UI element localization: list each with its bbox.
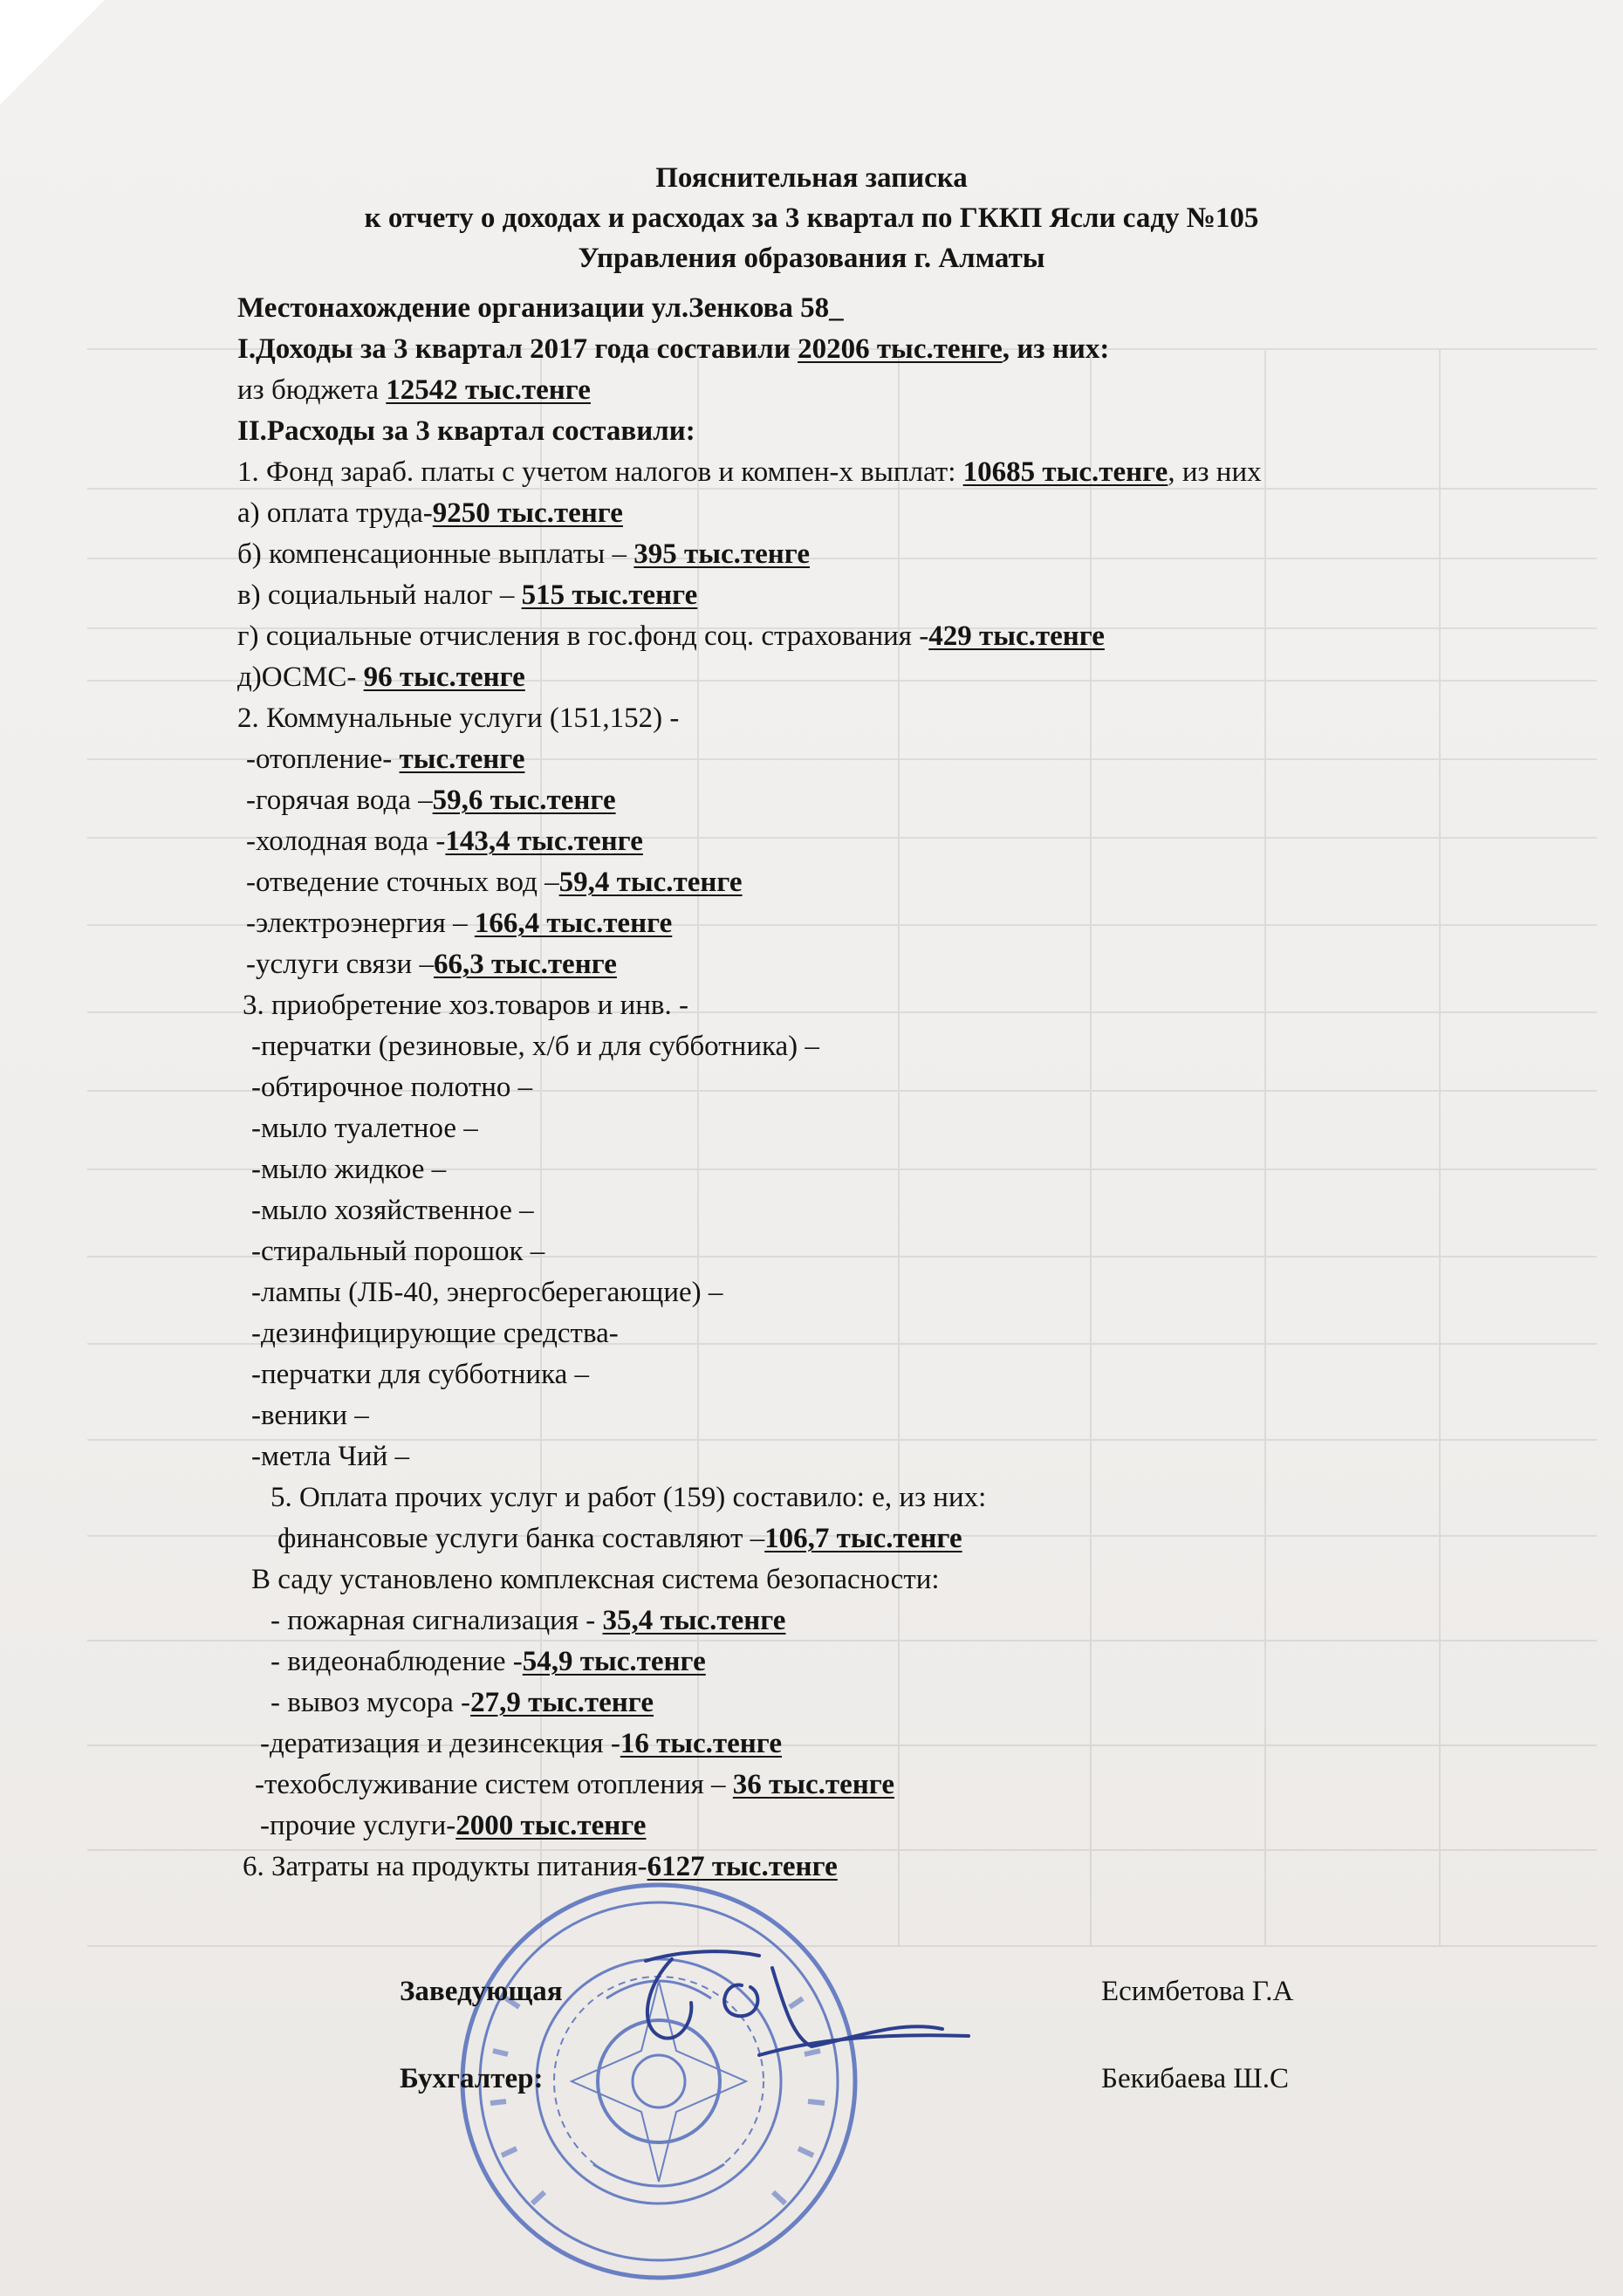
supply-item: -перчатки для субботника – xyxy=(251,1359,590,1390)
supply-item: -перчатки (резиновые, х/б и для субботника) – xyxy=(251,1031,819,1062)
utility-item-label: -отведение сточных вод – xyxy=(246,867,559,898)
payroll-total: 10685 тыс.тенге xyxy=(962,456,1168,488)
utility-item-label: -горячая вода – xyxy=(246,785,433,816)
accountant-name: Бекибаева Ш.С xyxy=(1101,2063,1289,2094)
utility-item xyxy=(246,742,524,777)
income-label: I.Доходы за 3 квартал 2017 года составили xyxy=(237,333,798,365)
payroll-item xyxy=(237,619,1105,654)
utility-item xyxy=(246,865,743,900)
payroll-item-label: в) социальный налог – xyxy=(237,579,522,611)
payroll-item xyxy=(237,578,697,613)
supply-item: -веники – xyxy=(251,1400,369,1431)
document-title: Пояснительная записка xyxy=(655,162,968,194)
service-item-label: - видеонаблюдение - xyxy=(270,1646,523,1677)
payroll-item-label: б) компенсационные выплаты – xyxy=(237,538,634,570)
payroll-item-value: 96 тыс.тенге xyxy=(363,661,525,693)
budget-line xyxy=(237,373,591,408)
utility-item-value: 66,3 тыс.тенге xyxy=(433,949,617,980)
utility-item-value: 59,6 тыс.тенге xyxy=(432,785,616,816)
bank-services-value: 106,7 тыс.тенге xyxy=(764,1523,962,1554)
supplies-title: 3. приобретение хоз.товаров и инв. - xyxy=(243,990,688,1021)
service-item-value: 35,4 тыс.тенге xyxy=(602,1605,786,1636)
supply-item: -обтирочное полотно – xyxy=(251,1072,533,1103)
payroll-item xyxy=(237,660,525,695)
accountant-title: Бухгалтер: xyxy=(400,2063,544,2094)
supply-item: -мыло хозяйственное – xyxy=(251,1195,534,1226)
service-item-value: 36 тыс.тенге xyxy=(732,1769,894,1800)
utility-item xyxy=(246,906,672,941)
supply-item: -метла Чий – xyxy=(251,1441,410,1472)
supply-item: -мыло туалетное – xyxy=(251,1113,478,1144)
food-line xyxy=(243,1849,838,1884)
utility-item-label: -холодная вода - xyxy=(246,826,446,857)
income-total: 20206 тыс.тенге xyxy=(798,333,1003,365)
payroll-item-value: 9250 тыс.тенге xyxy=(432,497,623,529)
head-title: Заведующая xyxy=(400,1976,563,2007)
services-title: 5. Оплата прочих услуг и работ (159) составило: е, из них: xyxy=(270,1482,987,1513)
organization-name: Управления образования г. Алматы xyxy=(578,243,1045,274)
budget-value: 12542 тыс.тенге xyxy=(386,374,591,406)
income-suffix: , из них: xyxy=(1002,333,1110,365)
payroll-line xyxy=(237,455,1262,490)
service-item-label: -техобслуживание систем отопления – xyxy=(255,1769,733,1800)
utility-item-label: -отопление- xyxy=(246,744,400,775)
payroll-item-label: г) социальные отчисления в гос.фонд соц. страхования - xyxy=(237,620,929,652)
payroll-item-value: 395 тыс.тенге xyxy=(633,538,810,570)
service-item-label: - пожарная сигнализация - xyxy=(270,1605,603,1636)
utility-item xyxy=(246,783,616,818)
service-item-label: -прочие услуги- xyxy=(260,1810,456,1841)
utility-item-value: 59,4 тыс.тенге xyxy=(558,867,743,898)
food-label: 6. Затраты на продукты питания- xyxy=(243,1851,647,1882)
utilities-title: 2. Коммунальные услуги (151,152) - xyxy=(237,703,680,734)
utility-item-value: 143,4 тыс.тенге xyxy=(445,826,643,857)
service-item xyxy=(270,1603,785,1638)
payroll-item-value: 515 тыс.тенге xyxy=(521,579,698,611)
bank-services-label: финансовые услуги банка составляют – xyxy=(277,1523,765,1554)
supply-item: -дезинфицирующие средства- xyxy=(251,1318,619,1349)
service-item xyxy=(270,1685,654,1720)
supply-item: -стиральный порошок – xyxy=(251,1236,545,1267)
supply-item: -лампы (ЛБ-40, энергосберегающие) – xyxy=(251,1277,723,1308)
budget-label: из бюджета xyxy=(237,374,387,406)
payroll-suffix: , из них xyxy=(1168,456,1262,488)
service-item-value: 2000 тыс.тенге xyxy=(455,1810,647,1841)
handwritten-signature xyxy=(611,1933,977,2073)
security-intro: В саду установлено комплексная система безопасности: xyxy=(251,1564,940,1595)
utility-item xyxy=(246,947,617,982)
service-item xyxy=(260,1726,782,1761)
document-subtitle: к отчету о доходах и расходах за 3 квартал по ГККП Ясли саду №105 xyxy=(364,202,1259,234)
supply-item: -мыло жидкое – xyxy=(251,1154,447,1185)
expenses-title: II.Расходы за 3 квартал составили: xyxy=(237,415,695,447)
payroll-item-label: а) оплата труда- xyxy=(237,497,433,529)
service-item-label: - вывоз мусора - xyxy=(270,1687,471,1718)
service-item-value: 27,9 тыс.тенге xyxy=(470,1687,654,1718)
service-item xyxy=(255,1767,894,1802)
service-item xyxy=(260,1808,646,1843)
payroll-item-label: д)ОСМС- xyxy=(237,661,364,693)
utility-item xyxy=(246,824,643,859)
bank-services-line xyxy=(277,1521,962,1556)
payroll-item xyxy=(237,496,623,531)
location-line: Местонахождение организации ул.Зенкова 58_ xyxy=(237,292,844,324)
service-item-value: 16 тыс.тенге xyxy=(620,1728,783,1759)
utility-item-value: 166,4 тыс.тенге xyxy=(474,908,673,939)
payroll-item-value: 429 тыс.тенге xyxy=(928,620,1105,652)
income-line xyxy=(237,332,1109,367)
utility-item-value: тыс.тенге xyxy=(399,744,525,775)
payroll-item xyxy=(237,537,810,572)
payroll-label: 1. Фонд зараб. платы с учетом налогов и компен-х выплат: xyxy=(237,456,963,488)
service-item-label: -дератизация и дезинсекция - xyxy=(260,1728,620,1759)
utility-item-label: -электроэнергия – xyxy=(246,908,475,939)
food-value: 6127 тыс.тенге xyxy=(647,1851,838,1882)
utility-item-label: -услуги связи – xyxy=(246,949,434,980)
service-item xyxy=(270,1644,706,1679)
head-name: Есимбетова Г.А xyxy=(1101,1976,1294,2007)
service-item-value: 54,9 тыс.тенге xyxy=(522,1646,706,1677)
